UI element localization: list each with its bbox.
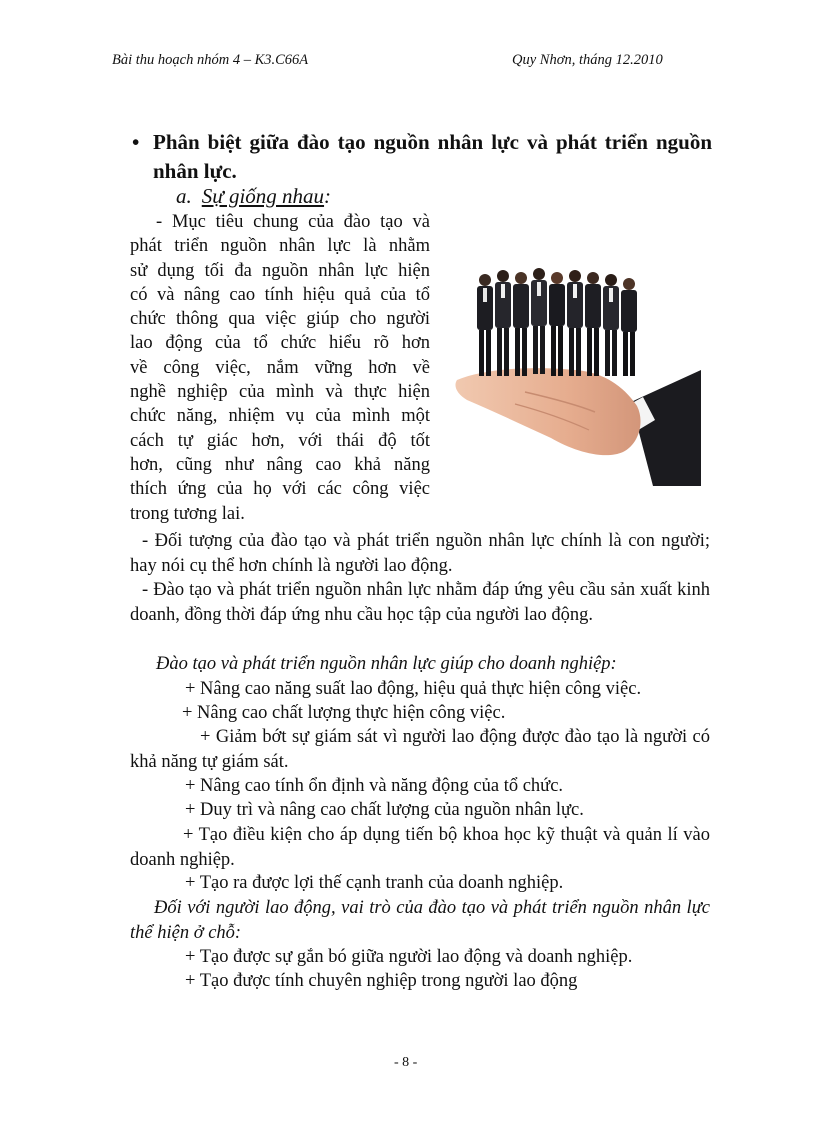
worker-benefit: + Tạo được sự gắn bó giữa người lao động và doanh nghiệp. (185, 947, 633, 967)
text-line: phát triển nguồn nhân lực là nhằm (130, 236, 430, 257)
text-line: trong tương lai. (130, 503, 245, 524)
header-right: Quy Nhơn, tháng 12.2010 (512, 52, 663, 68)
text-line: có và nâng cao tính hiệu quả của tổ (130, 284, 430, 305)
text-line: - Mục tiêu chung của đào tạo và (156, 212, 430, 232)
subheading-suffix: : (324, 184, 332, 208)
page-number: - 8 - (394, 1055, 418, 1070)
business-intro: Đào tạo và phát triển nguồn nhân lực giúp cho doanh nghiệp: (156, 654, 617, 674)
subheading-marker: a. (176, 184, 192, 208)
business-benefit: + Duy trì và nâng cao chất lượng của nguồn nhân lực. (185, 800, 584, 820)
text-line: chức thông qua việc giúp cho người (130, 309, 430, 330)
paragraph-doi-tuong: - Đối tượng của đào tạo và phát triển nguồn nhân lực chính là con người; hay nói cụ thể hơn chính là người lao động. (130, 531, 710, 576)
business-benefit: + Nâng cao tính ổn định và năng động của tổ chức. (185, 776, 564, 796)
text-line: hơn, cũng như nâng cao khả năng (130, 454, 430, 475)
text-line: nghề nghiệp của mình và thực hiện (130, 382, 430, 403)
people-on-hand-image (455, 262, 701, 486)
worker-intro: Đối với người lao động, vai trò của đào tạo và phát triển nguồn nhân lực thể hiện ở chỗ: (130, 898, 710, 943)
business-benefit: + Giảm bớt sự giám sát vì người lao động được đào tạo là người có khả năng tự giám sát. (130, 727, 710, 772)
business-benefit: + Tạo điều kiện cho áp dụng tiến bộ khoa học kỹ thuật và quản lí vào doanh nghiệp. (130, 825, 710, 870)
business-benefit: + Tạo ra được lợi thế cạnh tranh của doanh nghiệp. (185, 873, 564, 893)
text-line: lao động của tổ chức hiểu rõ hơn (130, 333, 430, 354)
text-line: sử dụng tối đa nguồn nhân lực hiện (130, 260, 430, 281)
subheading-title: Sự giống nhau (201, 184, 325, 208)
business-benefit: + Nâng cao năng suất lao động, hiệu quả thực hiện công việc. (185, 679, 642, 699)
subheading (176, 184, 331, 209)
left-column-text (130, 210, 430, 526)
text-line: thích ứng của họ với các công việc (130, 479, 430, 500)
section-heading (132, 128, 712, 186)
text-line: chức năng, nhiệm vụ của mình một (130, 406, 430, 427)
heading-text: Phân biệt giữa đào tạo nguồn nhân lực và phát triển nguồn nhân lực. (153, 130, 712, 183)
header-left: Bài thu hoạch nhóm 4 – K3.C66A (112, 52, 309, 68)
business-benefit: + Nâng cao chất lượng thực hiện công việc. (182, 703, 506, 723)
worker-benefit: + Tạo được tính chuyên nghiệp trong người lao động (185, 971, 578, 991)
text-line: về công việc, nắm vững hơn về (130, 357, 430, 378)
bullet-icon: • (132, 130, 140, 154)
paragraph-dap-ung: - Đào tạo và phát triển nguồn nhân lực nhằm đáp ứng yêu cầu sản xuất kinh doanh, đồng thời đáp ứng nhu cầu học tập của người lao động. (130, 580, 710, 625)
text-line: cách tự giác hơn, với thái độ tốt (130, 430, 430, 451)
